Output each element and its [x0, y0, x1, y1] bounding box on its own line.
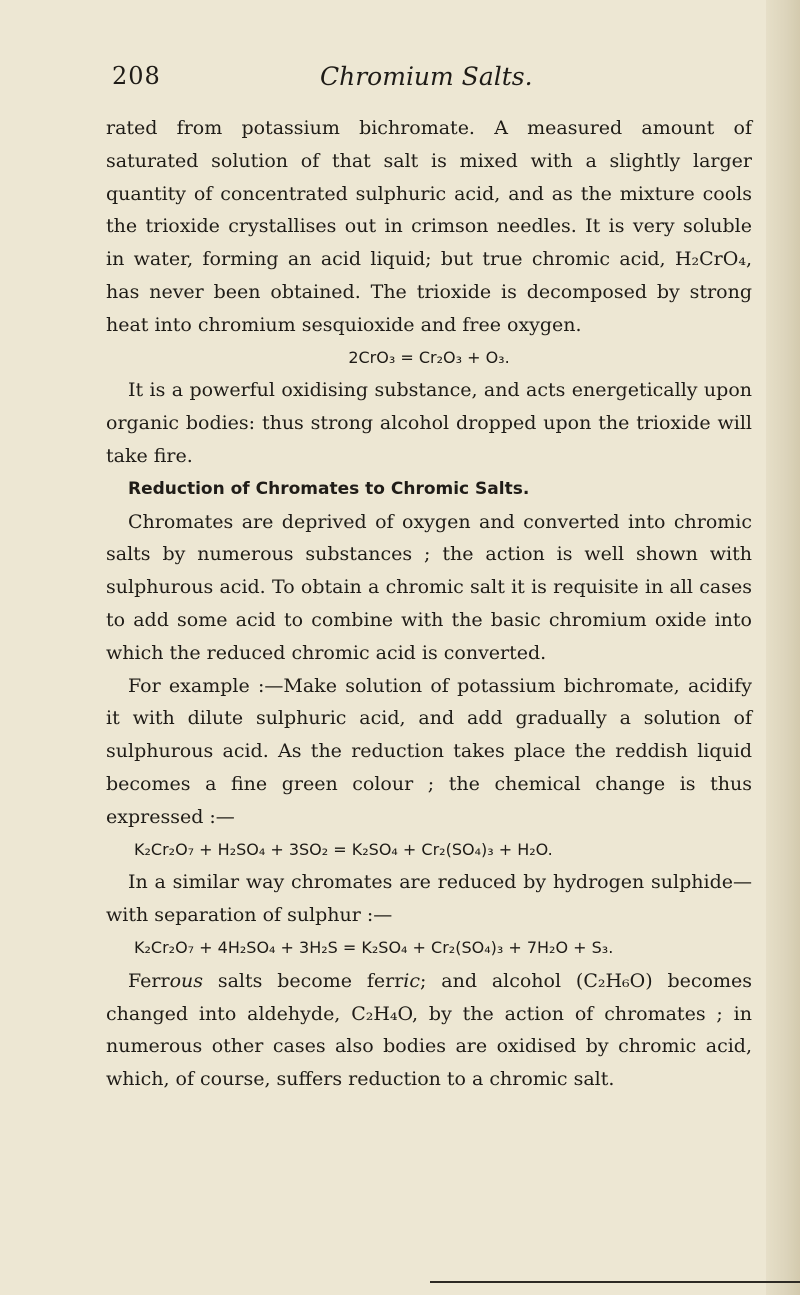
equation-2: K₂Cr₂O₇ + H₂SO₄ + 3SO₂ = K₂SO₄ + Cr₂(SO₄)₃ + H₂O.	[134, 839, 553, 859]
page-edge-shadow	[766, 0, 800, 1295]
ferrous-suffix: ous	[169, 969, 203, 992]
equation-3: K₂Cr₂O₇ + 4H₂SO₄ + 3H₂S = K₂SO₄ + Cr₂(SO₄)₃ + 7H₂O + S₃.	[134, 937, 614, 957]
paragraph-2: It is a powerful oxidising substance, and acts energetically upon organic bodies: thus strong alcohol dropped upon the trioxide will take fire.	[106, 379, 752, 467]
ferric-prefix: salts become ferr	[203, 969, 404, 992]
paragraph-4: For example :—Make solution of potassium bichromate, acidify it with dilute sulphuric acid, and add gradually a solution of sulphurous acid. As the reduction takes place the reddish liquid becomes a fine green colour ; the chemical change is thus expressed :—	[106, 674, 752, 828]
paragraph-1: rated from potassium bichromate. A measured amount of saturated solution of that salt is mixed with a slightly larger quantity of concentrated sulphuric acid, and as the mixture cools the trioxide crystallises out in crimson needles. It is very soluble in water, forming an acid liquid; but true chromic acid, H₂CrO₄, has never been obtained. The trioxide is decomposed by strong heat into chromium sesquioxide and free oxygen.	[106, 117, 752, 336]
body-text	[106, 112, 752, 1096]
ferrous-prefix: Ferr	[128, 969, 170, 992]
paragraph-5: In a similar way chromates are reduced by hydrogen sulphide—with separation of sulphur :—	[106, 871, 752, 927]
bottom-rule	[430, 1281, 800, 1283]
equation-1: 2CrO₃ = Cr₂O₃ + O₃.	[348, 347, 510, 367]
paragraph-6	[106, 965, 752, 1096]
running-title: Chromium Salts.	[320, 62, 533, 91]
section-heading: Reduction of Chromates to Chromic Salts.	[128, 478, 530, 499]
page-header	[112, 62, 732, 98]
page-number: 208	[112, 62, 161, 90]
paragraph-3: Chromates are deprived of oxygen and converted into chromic salts by numerous substances ; the action is well shown with sulphurous acid. To obtain a chromic salt it is requisite in all cases to add some acid to combine with the basic chromium oxide into which the reduced chromic acid is converted.	[106, 510, 752, 664]
paragraph-6-rest: ; and alcohol (C₂H₆O) becomes changed into aldehyde, C₂H₄O, by the action of chromates ; in numerous other cases also bodies are oxidised by chromic acid, which, of course, suffers reduction to a chromic salt.	[106, 969, 752, 1091]
ferric-suffix: ic	[403, 969, 420, 992]
